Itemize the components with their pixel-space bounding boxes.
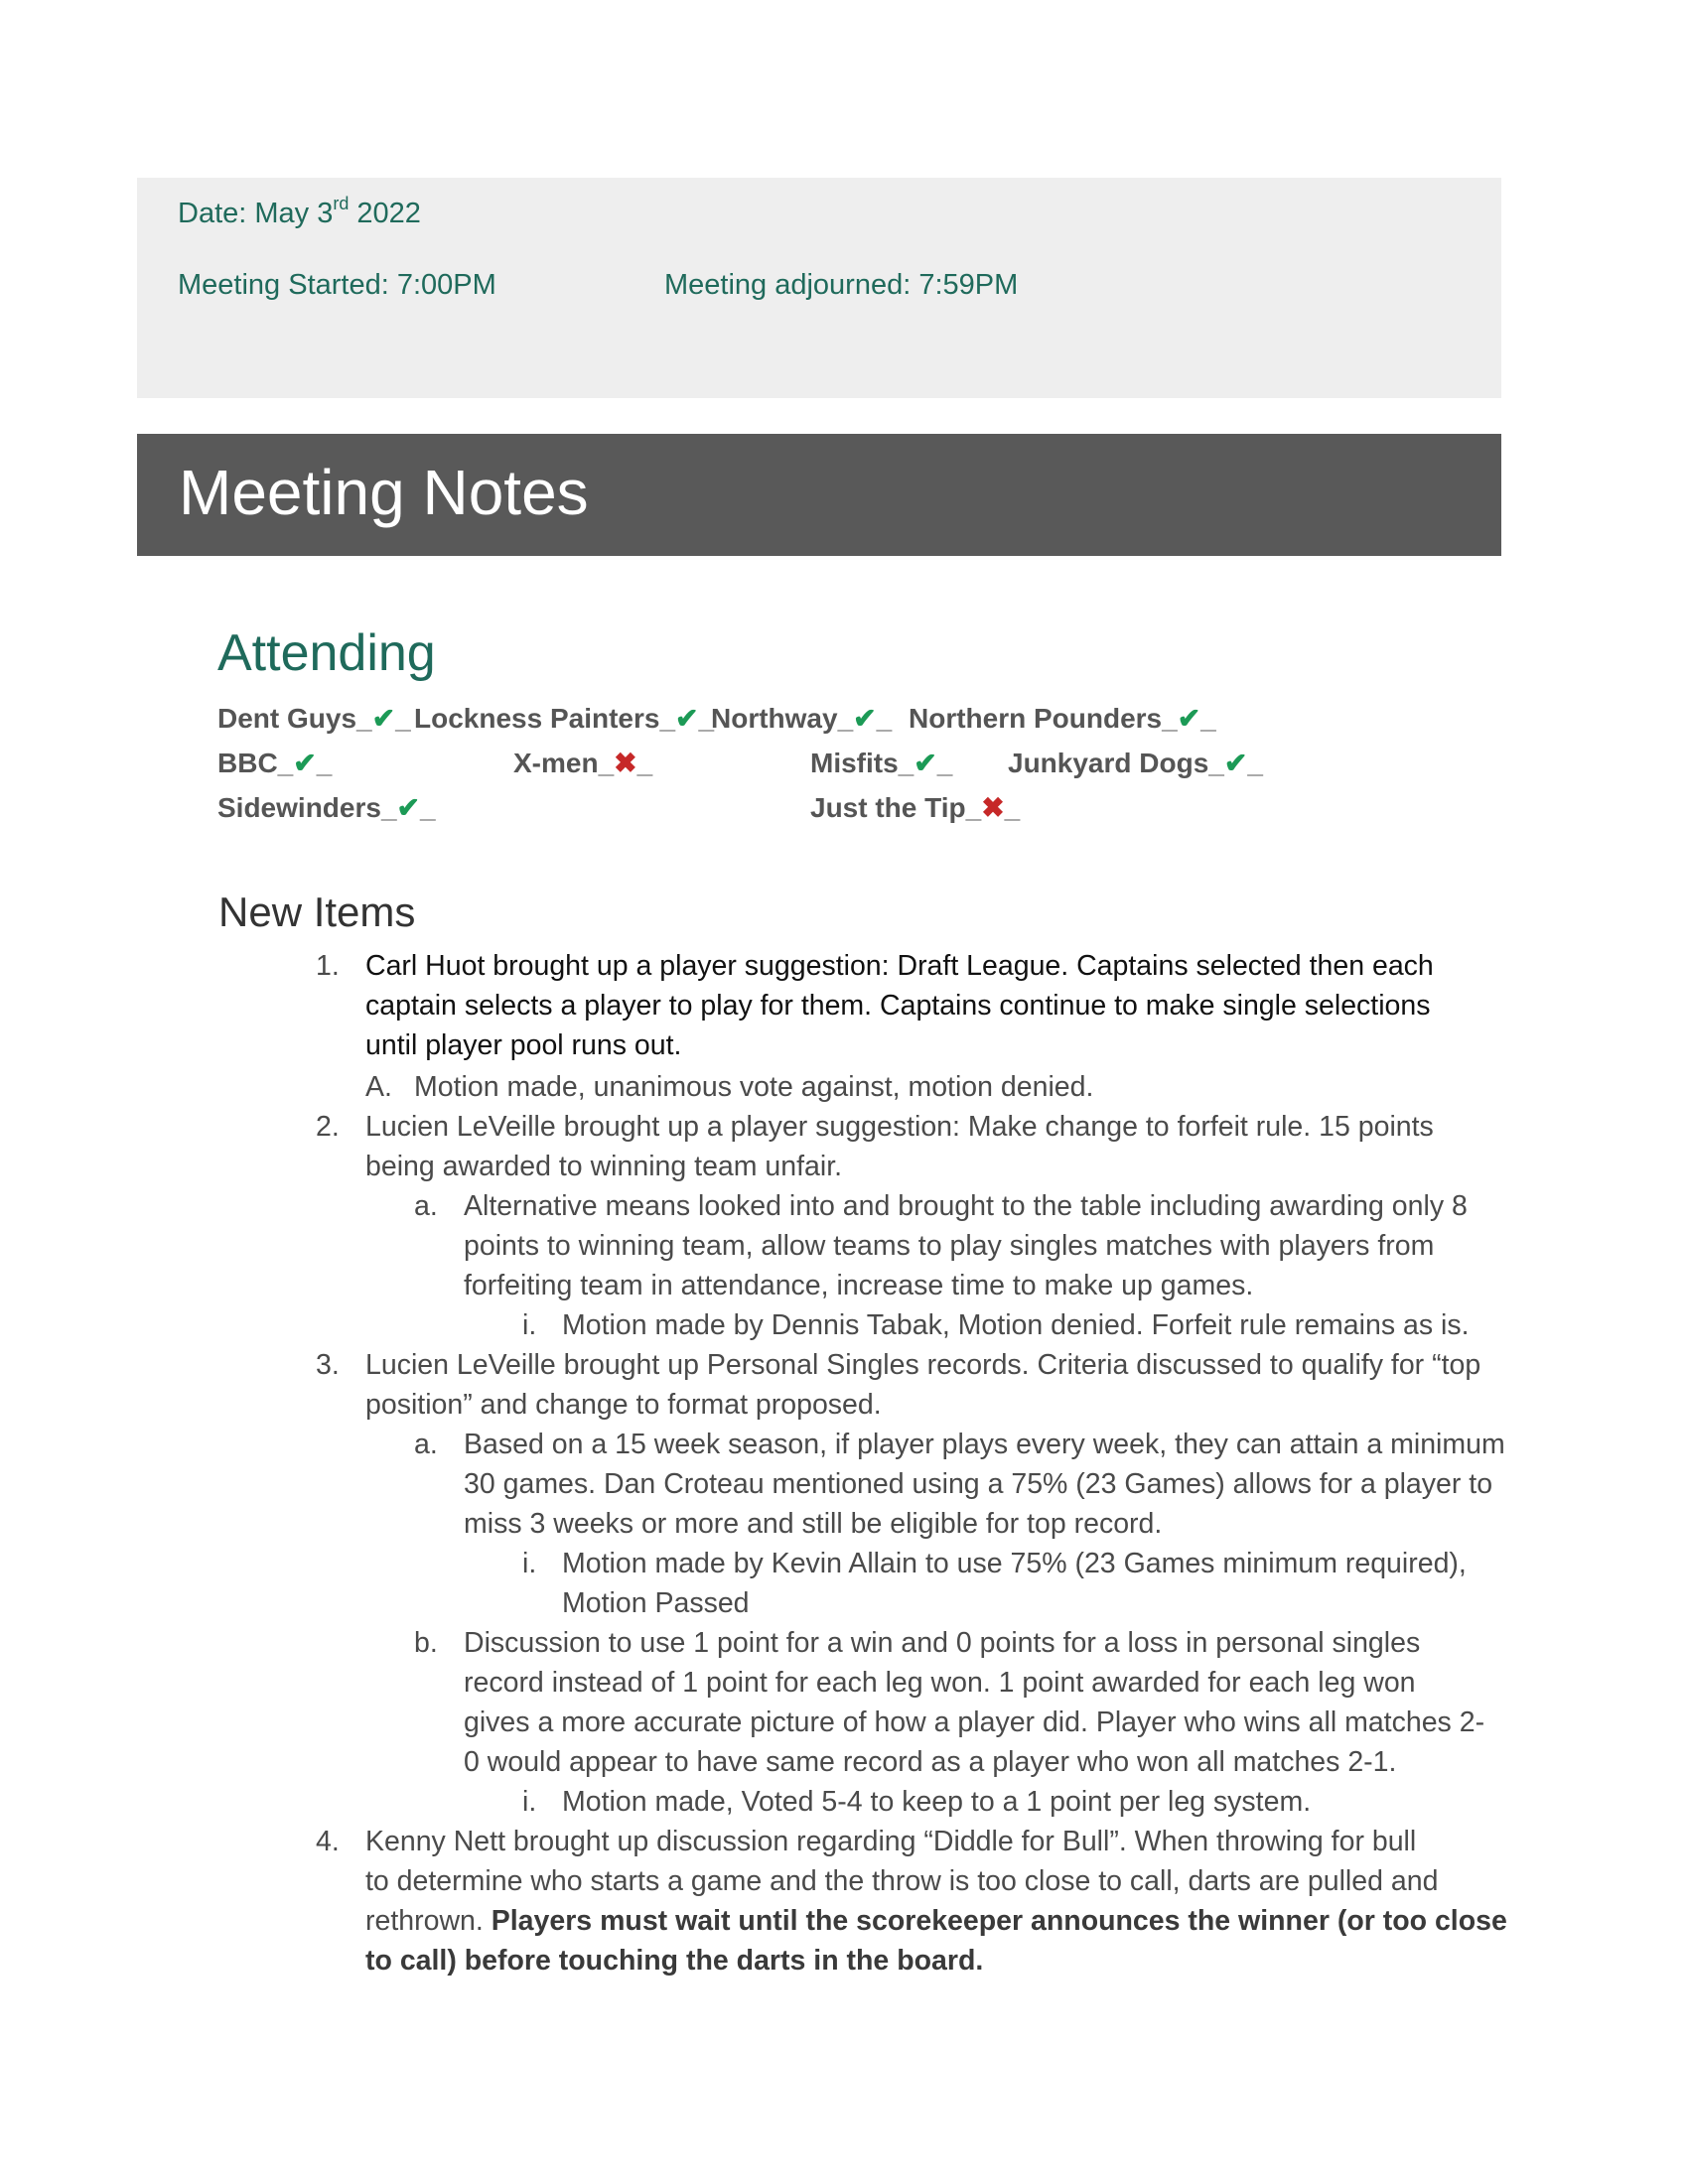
list-line: record instead of 1 point for each leg won. 1 point awarded for each leg won (464, 1667, 1416, 1699)
list-line: Kenny Nett brought up discussion regarding “Diddle for Bull”. When throwing for bull (365, 1826, 1417, 1857)
list-line: captain selects a player to play for them. Captains continue to make single selections (365, 990, 1431, 1022)
check-icon: ✔ (914, 748, 937, 778)
list-line: Motion Passed (562, 1587, 750, 1619)
team-northern-pounders: Northern Pounders_✔_ (909, 703, 1216, 734)
list-marker: 1. (316, 950, 340, 982)
list-line: miss 3 weeks or more and still be eligible for top record. (464, 1508, 1163, 1540)
list-marker: 2. (316, 1111, 340, 1143)
list-line: Motion made, unanimous vote against, motion denied. (414, 1071, 1094, 1103)
cross-icon: ✖ (614, 748, 637, 778)
meeting-adjourned: Meeting adjourned: 7:59PM (664, 269, 1019, 301)
list-marker: b. (414, 1627, 438, 1659)
list-line: points to winning team, allow teams to play singles matches with players from (464, 1230, 1435, 1262)
title-bar (137, 434, 1501, 556)
list-line: forfeiting team in attendance, increase time to make up games. (464, 1270, 1254, 1301)
new-items-heading: New Items (218, 888, 416, 935)
list-marker: a. (414, 1429, 438, 1460)
list-marker: i. (522, 1309, 537, 1341)
check-icon: ✔ (675, 703, 699, 734)
list-marker: i. (522, 1786, 537, 1818)
list-line: Based on a 15 week season, if player plays every week, they can attain a minimum (464, 1429, 1505, 1460)
list-line: Alternative means looked into and brought to the table including awarding only 8 (464, 1190, 1468, 1222)
list-line: being awarded to winning team unfair. (365, 1151, 843, 1182)
meeting-info-box (137, 178, 1501, 398)
team-just-the-tip: Just the Tip_✖_ (810, 792, 1021, 823)
list-line: Motion made by Kevin Allain to use 75% (23 Games minimum required), (562, 1548, 1467, 1579)
list-line: Lucien LeVeille brought up a player suggestion: Make change to forfeit rule. 15 points (365, 1111, 1434, 1143)
list-line: Motion made by Dennis Tabak, Motion denied. Forfeit rule remains as is. (562, 1309, 1470, 1341)
list-line: position” and change to format proposed. (365, 1389, 882, 1421)
team-northway: Northway_✔_ (711, 703, 893, 734)
check-icon: ✔ (1177, 703, 1201, 734)
list-line: 0 would appear to have same record as a player who won all matches 2-1. (464, 1746, 1397, 1778)
page-title: Meeting Notes (179, 457, 589, 528)
team-lockness-painters: Lockness Painters_✔_ (414, 703, 715, 734)
meeting-started: Meeting Started: 7:00PM (178, 269, 496, 301)
check-icon: ✔ (293, 748, 317, 778)
team-dent-guys: Dent Guys_✔_ (217, 703, 411, 734)
team-x-men: X-men_✖_ (513, 748, 653, 778)
list-line: gives a more accurate picture of how a player did. Player who wins all matches 2- (464, 1706, 1485, 1738)
list-line: 30 games. Dan Croteau mentioned using a 75% (23 Games) allows for a player to (464, 1468, 1493, 1500)
list-marker: A. (365, 1071, 392, 1103)
list-line: Motion made, Voted 5-4 to keep to a 1 point per leg system. (562, 1786, 1312, 1818)
check-icon: ✔ (371, 703, 396, 734)
list-line: until player pool runs out. (365, 1029, 682, 1061)
list-marker: 4. (316, 1826, 340, 1857)
team-misfits: Misfits_✔_ (810, 748, 953, 778)
list-line: to call) before touching the darts in the board. (365, 1945, 984, 1977)
check-icon: ✔ (396, 792, 420, 823)
list-marker: i. (522, 1548, 537, 1579)
check-icon: ✔ (1223, 748, 1248, 778)
list-line: to determine who starts a game and the throw is too close to call, darts are pulled and (365, 1865, 1439, 1897)
list-marker: a. (414, 1190, 438, 1222)
team-junkyard-dogs: Junkyard Dogs_✔_ (1008, 748, 1263, 778)
list-line: Carl Huot brought up a player suggestion: Draft League. Captains selected then each (365, 950, 1434, 982)
list-marker: 3. (316, 1349, 340, 1381)
attending-heading: Attending (217, 624, 436, 682)
list-line: rethrown. Players must wait until the scorekeeper announces the winner (or too close (365, 1905, 1507, 1937)
meeting-date: Date: May 3rd 2022 (178, 194, 421, 229)
check-icon: ✔ (853, 703, 877, 734)
team-sidewinders: Sidewinders_✔_ (217, 792, 436, 823)
cross-icon: ✖ (981, 792, 1005, 823)
team-bbc: BBC_✔_ (217, 748, 333, 778)
list-line: Lucien LeVeille brought up Personal Singles records. Criteria discussed to qualify for “top (365, 1349, 1481, 1381)
list-line: Discussion to use 1 point for a win and 0 points for a loss in personal singles (464, 1627, 1421, 1659)
